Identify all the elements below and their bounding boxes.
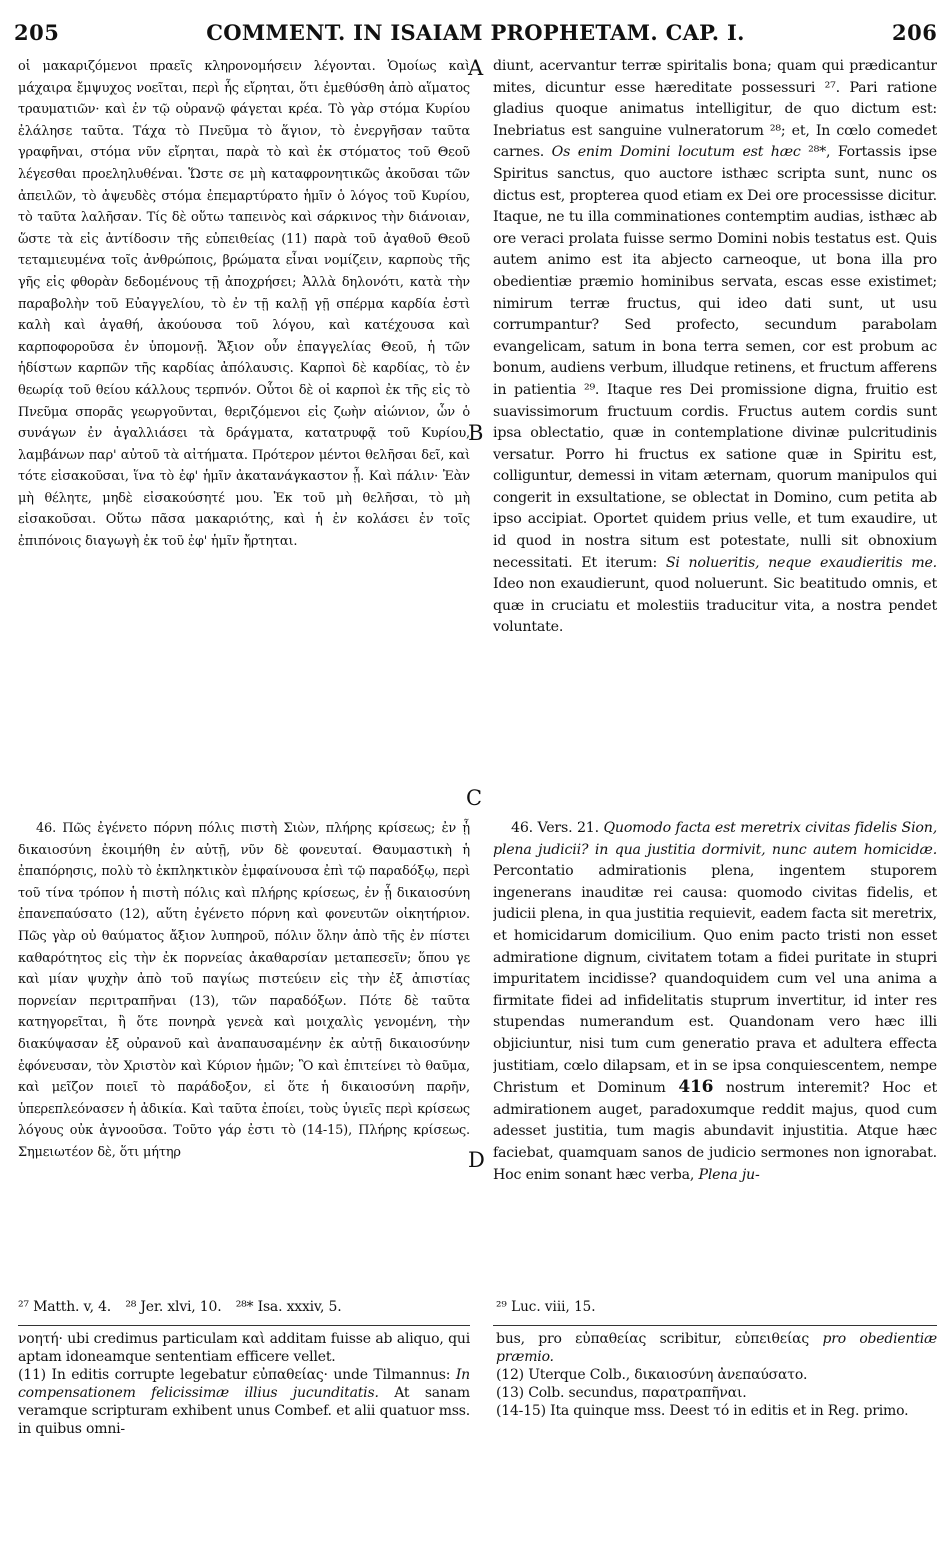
greek-paragraph-46: 46. Πῶς ἐγένετο πόρνη πόλις πιστὴ Σιὼν, πλήρης κρίσεως; ἐν ᾗ δικαιοσύνη ἐκοιμήθη ἐν αὐτῇ, νῦν δὲ φονευταί. Θαυμαστικὴ ἡ ἐπαπόρησις, πολὺ τὸ ἐκπληκτικὸν ἐμφαίνουσα ἐπὶ τῷ παραδόξῳ, περὶ τοῦ τίνα τρόπον ἡ πιστὴ πόλις καὶ πλήρης κρίσεως, ἐν ᾗ δικαιοσύνη ἐπανεπαύσατο (12), αὕτη ἐγένετο πόρνη καὶ φονευτῶν οἰκητήριον. Πῶς γὰρ οὐ θαύματος ἄξιον λυπηροῦ, πόλιν ὅλην ἀπὸ τῆς ἐν πίστει καθαρότητος εἰς τὴν ἐκ πορνείας ἀκαθαρσίαν μεταπεσεῖν; ὅπου γε καὶ μίαν ψυχὴν ἀπὸ τοῦ παγίως πιστεύειν εἰς τὴν ἐξ ἀπιστίας πορνείαν περιτραπῆναι (13), τῶν παραδόξων. Πότε δὲ ταῦτα κατηγορεῖται, ἢ ὅτε πονηρὰ γενεὰ καὶ μοιχαλὶς γενομένη, τὴν διακύψασαν ἐξ οὐρανοῦ καὶ ἀναπαυσαμένην ἐκ αὐτῇ δικαιοσύνην ἐφόνευσαν, τὸν Χριστὸν καὶ Κύριον ἡμῶν; Ὃ καὶ ἐπιτείνει τὸ θαῦμα, καὶ μεῖζον ποιεῖ τὸ παράδοξον, εἰ ὅτε ἡ δικαιοσύνη παρῆν, ὑπερεπλεόνασεν ἡ ἀδικία. Καὶ ταῦτα ἐποίει, τοὺς ὑγιεῖς περὶ κρίσεως λόγους οὐκ ἀγνοοῦσα. Τοῦτο γάρ ἐστι τὸ (14-15), Πλήρης κρίσεως. Σημειωτέον δὲ, ὅτι μήτηρ [18, 821, 470, 1160]
footnote-ref-28: ²⁸ Jer. xlvi, 10. [125, 1299, 222, 1315]
note-continuation: νοητή· ubi credimus particulam καὶ additam fuisse ab aliquo, qui aptam idoneamque sententiam efficere vellet. [18, 1331, 470, 1365]
footnote-ref-29: ²⁹ Luc. viii, 15. [496, 1299, 596, 1315]
page-number-right: 206 [892, 20, 938, 45]
note-11-continued: bus, pro εὐπαθείας scribitur, εὐπειθείας pro obedientiæ præmio. [496, 1331, 937, 1365]
footnote-ref-28-star: ²⁸* Isa. xxxiv, 5. [235, 1299, 342, 1315]
greek-column-bottom [18, 818, 470, 1296]
footnote-ref-27: ²⁷ Matth. v, 4. [18, 1299, 112, 1315]
notes-right [496, 1330, 937, 1420]
note-14-15: (14-15) Ita quinque mss. Deest τό in editis et in Reg. primo. [496, 1403, 909, 1419]
note-13: (13) Colb. secundus, παρατραπῆναι. [496, 1385, 747, 1401]
marker-d: D [468, 1148, 485, 1172]
greek-column-top [18, 56, 470, 808]
note-11: (11) In editis corrupte legebatur εὐπαθείας· unde Tilmannus: In compensationem felicissimæ illius jucunditatis. At sanam veramque scripturam exhibent unus Combef. et alii quatuor mss. in quibus omni- [18, 1367, 470, 1437]
latin-paragraph-1: diunt, acervantur terræ spiritalis bona; quam qui prædicantur mites, dicuntur esse hæreditate possessuri ²⁷. Pari ratione gladius quoque animatus intelligitur, de quo dictum est: Inebriatus est sanguine vulneratorum ²⁸; et, In cœlo comedet carnes. Os enim Domini locutum est hæc ²⁸*, Fortassis ipse Spiritus sanctus, quo auctore isthæc scripta sunt, nunc os dictus est, propterea quod etiam ex Dei ore processisse dicitur. Itaque, ne tu illa comminationes contemptim audias, isthæc ab ore veraci prolata fuisse sermo Domini nobis testatus est. Quis autem animo est ita abjecto carneoque, ut bona illa pro obedientiæ præmio hominibus servata, escas esse existimet; nimirum terræ fructus, qui ideo dati sunt, ut usu corrumpantur? Sed profecto, secundum parabolam evangelicam, satum in bona terra semen, cor est probum ac bonum, audiens verbum, illudque retinens, et fructum afferens in patientia ²⁹. Itaque res Dei promissione digna, fruitio est suavissimorum fructuum cordis. Fructus autem cordis sunt ipsa oblectatio, quæ in contemplatione divinæ pulcritudinis versatur. Porro hi fructus ex satione quæ in Spiritu est, colliguntur, demessi in vitam æternam, quorum manipulos qui congerit in exsultatione, se oblectat in Domino, cum petita ab ipso accipiat. Oportet quidem prius velle, et tum exaudire, ut id quod in nostra situm est potestate, nulli sit obnoxium necessitati. Et iterum: Si nolueritis, neque exaudieritis me. Ideo non exaudierunt, quod noluerunt. Sic beatitudo omnis, et quæ in cruciatu et molestiis traducitur vita, a nostra pendet voluntate. [493, 58, 937, 636]
page-header [0, 0, 951, 50]
greek-paragraph-1: οἱ μακαριζόμενοι πραεῖς κληρονομήσειν λέγονται. Ὁμοίως καὶ μάχαιρα ἔμψυχος νοεῖται, περὶ ἧς εἴρηται, ὅτι ἐμεθύσθη ἀπὸ αἵματος τραυματιῶν· καὶ ἐν τῷ οὐρανῷ φάγεται κρέα. Τὸ γὰρ στόμα Κυρίου ἐλάλησε ταῦτα. Τάχα τὸ Πνεῦμα τὸ ἅγιον, τὸ ἐνεργῆσαν ταῦτα γραφῆναι, στόμα νῦν εἴρηται, παρὰ τὸ καὶ ἐκ στόματος τοῦ Θεοῦ λέγεσθαι προεληλυθέναι. Ὥστε σε μὴ καταφρονητικῶς ἀκοῦσαι τῶν ἀπειλῶν, τὸ ἀψευδὲς στόμα ἐπεμαρτύρατο ἡμῖν ὁ λόγος τοῦ Κυρίου, τὸ ταῦτα λαλῆσαν. Τίς δὲ οὕτω ταπεινὸς καὶ σάρκινος τὴν διάνοιαν, ὥστε τὰ εἰς ἀντίδοσιν τῆς εὐπειθείας (11) παρὰ τοῦ ἀγαθοῦ Θεοῦ τεταμιευμένα τοῖς ἀνθρώποις, βρώματα εἶναι νομίζειν, καρποὺς τῆς γῆς εἰς φθορὰν δεδομένους τῇ ἀποχρήσει; Ἀλλὰ δηλονότι, κατὰ τὴν παραβολὴν τοῦ Εὐαγγελίου, τὸ ἐν τῇ καλῇ γῇ σπέρμα καρδία ἐστὶ καλὴ καὶ ἀγαθή, ἀκούουσα τοῦ λόγου, καὶ κατέχουσα καὶ καρποφοροῦσα ἐν ὑπομονῇ. Ἄξιον οὖν ἐπαγγελίας Θεοῦ, ἡ τῶν ἡδίστων καρπῶν τῆς καρδίας ἀπόλαυσις. Καρποὶ δὲ καρδίας, τὸ ἐν θεωρίᾳ τοῦ θείου κάλλους τερπνόν. Οὗτοι δὲ οἱ καρποὶ ἐκ τῆς εἰς τὸ Πνεῦμα σπορᾶς γεωργοῦνται, θεριζόμενοι εἰς ζωὴν αἰώνιον, ὧν ὁ συνάγων ἐν ἀγαλλιάσει τὰ δράγματα, κατατρυφᾷ τοῦ Κυρίου, λαμβάνων παρ' αὐτοῦ τὰ αἰτήματα. Πρότερον μέντοι θελῆσαι δεῖ, καὶ τότε εἰσακοῦσαι, ἵνα τὸ ἐφ' ἡμῖν ἀκατανάγκαστον ᾖ. Καὶ πάλιν· Ἐὰν μὴ θέλητε, μηδὲ εἰσακούσητέ μου. Ἐκ τοῦ μὴ θελῆσαι, τὸ μὴ εἰσακοῦσαι. Οὕτω πᾶσα μακαριότης, καὶ ἡ ἐν κολάσει ἐν τοῖς ἐπιπόνοις διαγωγὴ ἐκ τοῦ ἐφ' ἡμῖν ἤρτηται. [18, 59, 470, 550]
footnote-refs-left [18, 1299, 478, 1315]
latin-column-bottom [493, 818, 937, 1296]
running-title: COMMENT. IN ISAIAM PROPHETAM. CAP. I. [206, 20, 745, 45]
latin-paragraph-46: 46. Vers. 21. Quomodo facta est meretrix civitas fidelis Sion, plena judicii? in qua justitia dormivit, nunc autem homicidæ. Percontatio admirationis plena, ingentem stuporem ingenerans inauditæ rei causa: quomodo civitas fidelis, et judicii plena, in qua justitia requievit, eadem facta sit meretrix, et homicidarum domicilium. Quo enim pacto tristi non esset admiratione dignum, civitatem totam a fidei puritate in stupri impuritatem incidisse? quandoquidem cum vel una anima a firmitate fidei ad infidelitatis stuprum invertitur, id inter res stupendas numerandum est. Quandonam vero hæc illi objiciuntur, nisi tum cum generatio prava et adultera effecta justitiam, cœlo dilapsam, et in se ipsa conquiescentem, nempe Christum et Dominum 416 nostrum interemit? Hoc et admirationem auget, paradoxumque reddit majus, quod cum adesset justitia, tum magis abundavit injustitia. Atque hæc faciebat, quamquam sanos de judicio sermones non ignorabat. Hoc enim sonant hæc verba, Plena ju- [493, 820, 937, 1183]
marker-a: A [468, 56, 484, 80]
column-number: 416 [678, 1077, 714, 1098]
footnote-rule-left [18, 1325, 470, 1326]
page-number-left: 205 [14, 20, 60, 45]
marker-b: B [468, 421, 484, 445]
footnote-rule-right [493, 1325, 937, 1326]
note-12: (12) Uterque Colb., δικαιοσύνη ἀνεπαύσατο. [496, 1367, 808, 1383]
marker-c: C [466, 786, 483, 810]
notes-left [18, 1330, 470, 1438]
latin-column-top [493, 56, 937, 814]
